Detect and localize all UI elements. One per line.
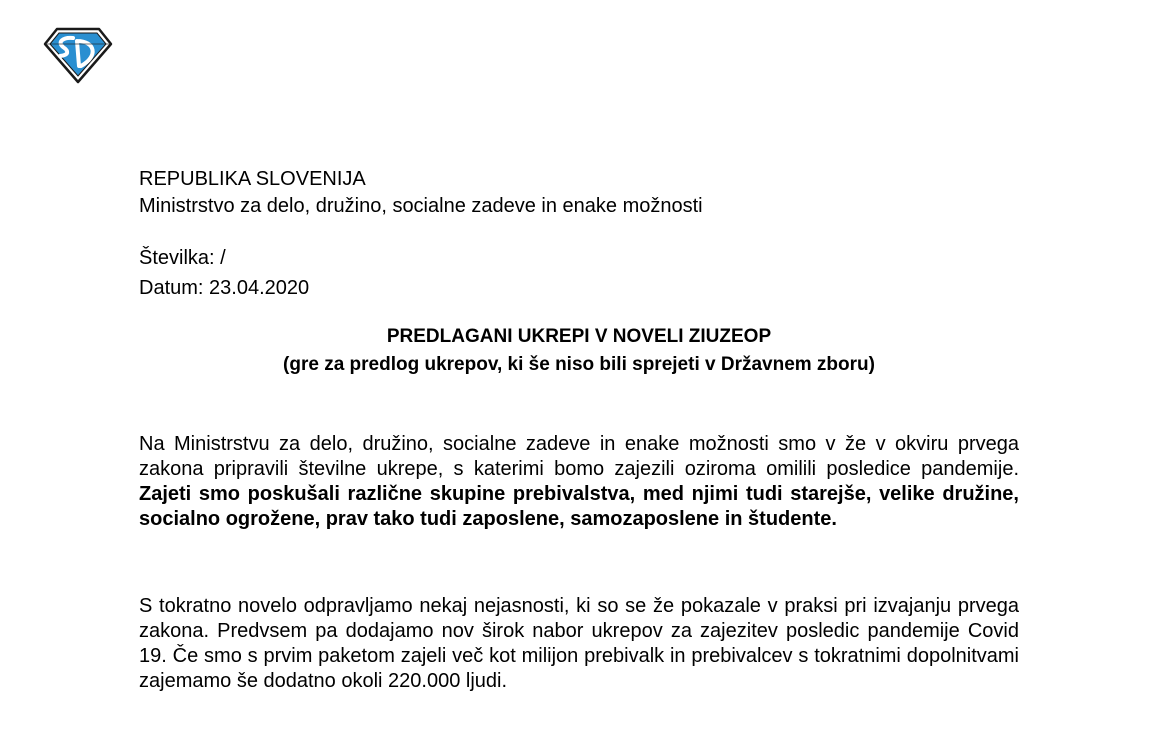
- paragraph-intro-bold: Zajeti smo poskušali različne skupine prebivalstva, med njimi tudi starejše, velike družine, socialno ogrožene, prav tako tudi zaposlene, samozaposlene in študente.: [139, 483, 1019, 530]
- paragraph-intro-text: Na Ministrstvu za delo, družino, socialne zadeve in enake možnosti smo v že v okviru prvega zakona pripravili številne ukrepe, s katerimi bomo zajezili oziroma omilili posledice pandemije.: [139, 433, 1019, 480]
- paragraph-novela: S tokratno novelo odpravljamo nekaj nejasnosti, ki so se že pokazale v praksi pri izvajanju prvega zakona. Predvsem pa dodajamo nov širok nabor ukrepov za zajezitev posledic pandemije Covid 19. Če smo s prvim paketom zajeli več kot milijon prebivalk in prebivalcev s tokratnimi dopolnitvami zajemamo še dodatno okoli 220.000 ljudi.: [139, 595, 1019, 692]
- sd-logo: [43, 26, 113, 84]
- ministry-name: Ministrstvo za delo, družino, socialne zadeve in enake možnosti: [139, 195, 703, 217]
- document-title: [139, 323, 1019, 379]
- sd-logo-icon: [43, 26, 113, 84]
- document-date: Datum: 23.04.2020: [139, 277, 310, 299]
- republic-name: REPUBLIKA SLOVENIJA: [139, 168, 366, 190]
- title-main: PREDLAGANI UKREPI V NOVELI ZIUZEOP: [386, 326, 772, 347]
- title-subtitle: (gre za predlog ukrepov, ki še niso bili sprejeti v Državnem zboru): [283, 354, 875, 375]
- document-header: [139, 166, 703, 220]
- document-number: Številka: /: [139, 247, 226, 269]
- paragraph-intro: [139, 432, 1019, 532]
- document-meta: [139, 243, 309, 303]
